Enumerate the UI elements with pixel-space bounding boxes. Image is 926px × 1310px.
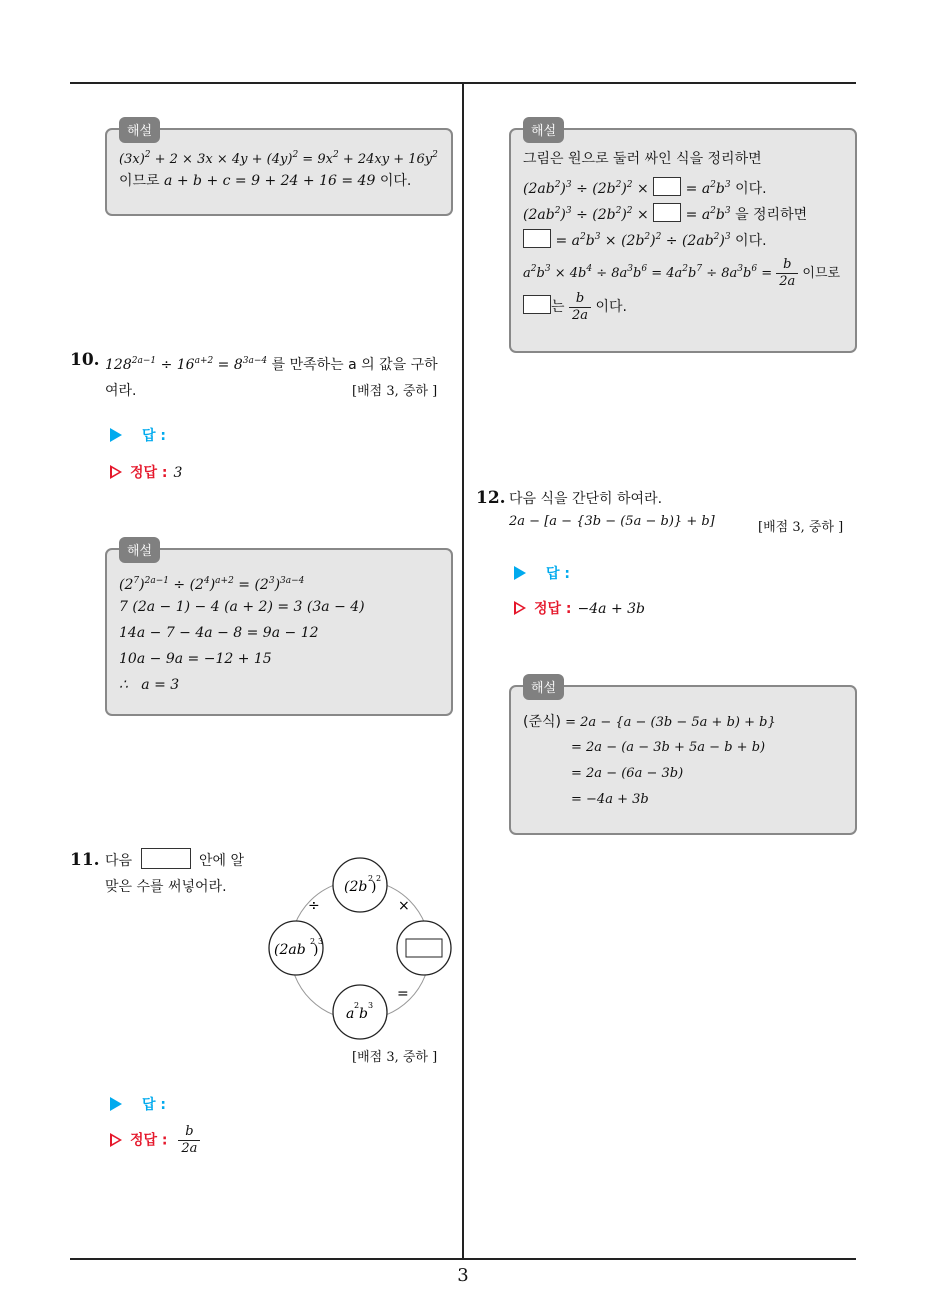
solution-line: ∴ a = 3 bbox=[119, 677, 180, 693]
blank-box bbox=[406, 939, 442, 957]
solution-tag: 해설 bbox=[119, 117, 160, 143]
solution-line: = 2a − (a − 3b + 5a − b + b) bbox=[571, 740, 766, 755]
svg-text:3: 3 bbox=[368, 1001, 374, 1010]
svg-text:b: b bbox=[359, 1006, 368, 1022]
solution-line: 14a − 7 − 4a − 8 = 9a − 12 bbox=[119, 625, 319, 641]
solution-line: $(3x)^2 + 2 \times 3x \times 4y + (4y)^2 = 9x^2 + 24xy + 16y^2$ bbox=[119, 150, 438, 167]
svg-text:2: 2 bbox=[310, 937, 316, 946]
answer-field[interactable]: 답 : bbox=[514, 563, 570, 583]
svg-text:): ) bbox=[371, 879, 377, 895]
solution-box-q9 bbox=[105, 124, 453, 216]
bottom-rule bbox=[70, 1258, 856, 1260]
points-label: [배점 3, 중하 ] bbox=[352, 1050, 438, 1065]
solution-line: $a^2b^3 \times 4b^4 \div 8a^3b^6 = 4a^2b^7 \div 8a^3b^6$ = $\frac{b}{2a}$ 이므로 bbox=[523, 257, 841, 289]
question-text: 다음 안에 알 맞은 수를 써넣어라. bbox=[105, 848, 275, 900]
answer-field[interactable]: 답 : bbox=[110, 1094, 166, 1114]
equals-op: = bbox=[397, 986, 409, 1002]
svg-text:2: 2 bbox=[376, 874, 382, 883]
times-op: × bbox=[398, 898, 410, 914]
column-divider bbox=[462, 82, 464, 1259]
correct-answer: 정답 : −4a + 3b bbox=[514, 598, 645, 618]
solution-line: = $a^2b^3 \times (2b^2)^2 \div (2ab^2)^3$ 이다. bbox=[523, 224, 841, 250]
points-label: [배점 3, 중하 ] bbox=[758, 520, 844, 535]
solution-line: 10a − 9a = −12 + 15 bbox=[119, 651, 272, 667]
solution-line: $(2ab^2)^3 \div (2b^2)^2$ × = $a^2b^3$ 이다. bbox=[523, 172, 841, 198]
blank-box bbox=[523, 229, 551, 248]
solution-box-q12 bbox=[509, 681, 857, 835]
answer-arrow-icon bbox=[110, 428, 122, 442]
solution-line: = 2a − (6a − 3b) bbox=[571, 766, 684, 781]
blank-box bbox=[141, 848, 191, 869]
divide-op: ÷ bbox=[308, 898, 320, 914]
correct-arrow-icon bbox=[110, 1133, 122, 1147]
solution-line: 그림은 원으로 둘러 싸인 식을 정리하면 bbox=[523, 151, 762, 167]
blank-box bbox=[653, 177, 681, 196]
question-text: 다음 식을 간단히 하여라. bbox=[509, 491, 663, 507]
svg-text:a: a bbox=[346, 1006, 355, 1022]
answer-arrow-icon bbox=[514, 566, 526, 580]
solution-tag: 해설 bbox=[119, 537, 160, 563]
solution-line: $(2ab^2)^3 \div (2b^2)^2$ × = $a^2b^3$ 을 정리하면 bbox=[523, 198, 841, 224]
question-number: 11. bbox=[70, 850, 100, 870]
correct-answer: 정답 : 3 bbox=[110, 462, 182, 482]
fraction: $\frac{b}{2a}$ bbox=[178, 1124, 200, 1157]
solution-box-q10 bbox=[105, 544, 453, 716]
svg-text:2: 2 bbox=[354, 1001, 360, 1010]
points-label: [배점 3, 중하 ] bbox=[352, 384, 438, 399]
solution-line: = −4a + 3b bbox=[571, 792, 649, 807]
answer-field[interactable]: 답 : bbox=[110, 425, 166, 445]
svg-text:(2b: (2b bbox=[344, 879, 368, 895]
solution-tag: 해설 bbox=[523, 117, 564, 143]
solution-tag: 해설 bbox=[523, 674, 564, 700]
svg-text:2: 2 bbox=[368, 874, 374, 883]
answer-arrow-icon bbox=[110, 1097, 122, 1111]
question-text: $128^{2a-1} \div 16^{a+2} = 8^{3a-4}$ 를 만족하는 a 의 값을 구하 여라. bbox=[105, 356, 438, 399]
correct-arrow-icon bbox=[514, 601, 526, 615]
correct-arrow-icon bbox=[110, 465, 122, 479]
page-number: 3 bbox=[457, 1265, 469, 1286]
correct-answer: 정답 : $\frac{b}{2a}$ bbox=[110, 1124, 200, 1157]
solution-line: 이므로 a + b + c = 9 + 24 + 16 = 49 이다. bbox=[119, 173, 412, 189]
blank-box bbox=[653, 203, 681, 222]
svg-text:3: 3 bbox=[318, 937, 324, 946]
question-expression: 2a − [a − {3b − (5a − b)} + b] bbox=[509, 514, 715, 529]
solution-box-q11 bbox=[509, 124, 857, 353]
solution-line: (준식) = 2a − {a − (3b − 5a + b) + b} bbox=[523, 714, 776, 730]
question-number: 10. bbox=[70, 350, 100, 370]
fraction: $\frac{b}{2a}$ bbox=[776, 257, 798, 290]
blank-box bbox=[523, 295, 551, 314]
circle-diagram bbox=[266, 855, 456, 1045]
question-number: 12. bbox=[476, 488, 506, 508]
solution-line: 는 $\frac{b}{2a}$ 이다. bbox=[523, 288, 841, 326]
svg-text:): ) bbox=[313, 942, 319, 958]
solution-line: 7 (2a − 1) − 4 (a + 2) = 3 (3a − 4) bbox=[119, 599, 365, 615]
fraction: $\frac{b}{2a}$ bbox=[569, 291, 591, 324]
svg-text:(2ab: (2ab bbox=[274, 942, 306, 958]
solution-line: $(2^7)^{2a-1} \div (2^4)^{a+2} = (2^3)^{3a-4}$ bbox=[119, 576, 305, 593]
